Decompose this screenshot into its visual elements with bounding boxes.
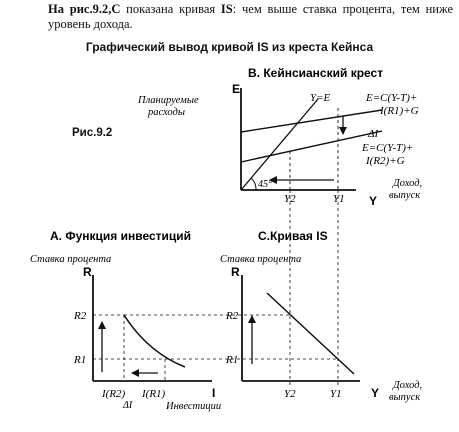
panel-b-45-line-label: Y=E (310, 92, 331, 104)
panel-a-title: А. Функция инвестиций (50, 229, 192, 243)
panel-b-tick-y2: Y2 (284, 193, 296, 205)
panel-b-upper-expenditure-line (241, 110, 382, 132)
panel-a-delta-label: ΔI (123, 400, 133, 411)
panel-b-lower-label-2: I(R2)+G (366, 155, 405, 167)
intro-text-2: : чем выше ставка процента, тем ниже уровень дохода. (48, 2, 453, 31)
panel-b-lower-label-1: E=C(Y-T)+ (362, 142, 414, 154)
panel-a-x-axis-label: I (212, 386, 216, 400)
panel-c-y-axis-label: R (231, 265, 240, 279)
panel-c-title: С.Кривая IS (258, 229, 328, 243)
panel-b-x-caption-1: Доход, (393, 178, 423, 189)
panel-a-y-axis-label: R (83, 265, 92, 279)
panel-b-y-axis-label: E (232, 82, 241, 96)
panel-c-x-caption-1: Доход, (393, 380, 423, 391)
panel-b-x-axis-label: Y (369, 194, 378, 208)
panel-b-delta-label: ΔI (368, 128, 379, 140)
panel-c-x-axis-label: Y (371, 386, 380, 400)
panel-b-lower-expenditure-line (241, 131, 382, 162)
panel-a-x-caption: Инвестиции (166, 401, 222, 412)
panel-b-title: В. Кейнсианский крест (248, 66, 384, 80)
panel-a-tick-r2: R2 (74, 310, 87, 322)
panel-b-keynesian-cross (137, 66, 422, 208)
panel-c-is-line (267, 293, 354, 374)
panel-c-tick-r1: R1 (226, 354, 239, 366)
panel-b-x-caption-2: выпуск (389, 190, 421, 201)
panel-b-angle-label: 45° (258, 179, 272, 190)
intro-is: IS (220, 2, 233, 16)
panel-c-tick-y1: Y1 (330, 388, 342, 400)
panel-b-angle-arc (251, 178, 256, 190)
panel-b-tick-y1: Y1 (333, 193, 345, 205)
figure-label: Рис.9.2 (72, 127, 113, 139)
panel-b-y-caption-2: расходы (148, 107, 185, 118)
panel-c-x-caption-2: выпуск (389, 392, 421, 403)
panel-a-y-caption: Ставка процента (30, 254, 112, 265)
panel-b-upper-label-2: I(R1)+G (380, 105, 419, 117)
panel-b-45-degree-line (241, 99, 318, 190)
panel-b-y-caption-1: Планируемые (138, 95, 199, 106)
intro-lead: На рис.9.2,С (48, 2, 121, 16)
intro-text-1: показана кривая (120, 2, 221, 16)
panel-c-y-caption: Ставка процента (220, 254, 302, 265)
panel-a-tick-ir1: I(R1) (142, 388, 166, 400)
panel-a-investment-function (30, 229, 221, 412)
panel-c-tick-y2: Y2 (284, 388, 296, 400)
panel-c-is-curve (124, 229, 422, 403)
panel-a-tick-r1: R1 (74, 354, 87, 366)
panel-a-tick-ir2: I(R2) (102, 388, 126, 400)
panel-c-tick-r2: R2 (226, 310, 239, 322)
figure-heading: Графический вывод кривой IS из креста Кейнса (85, 40, 374, 54)
panel-b-upper-label-1: E=C(Y-T)+ (366, 92, 418, 104)
